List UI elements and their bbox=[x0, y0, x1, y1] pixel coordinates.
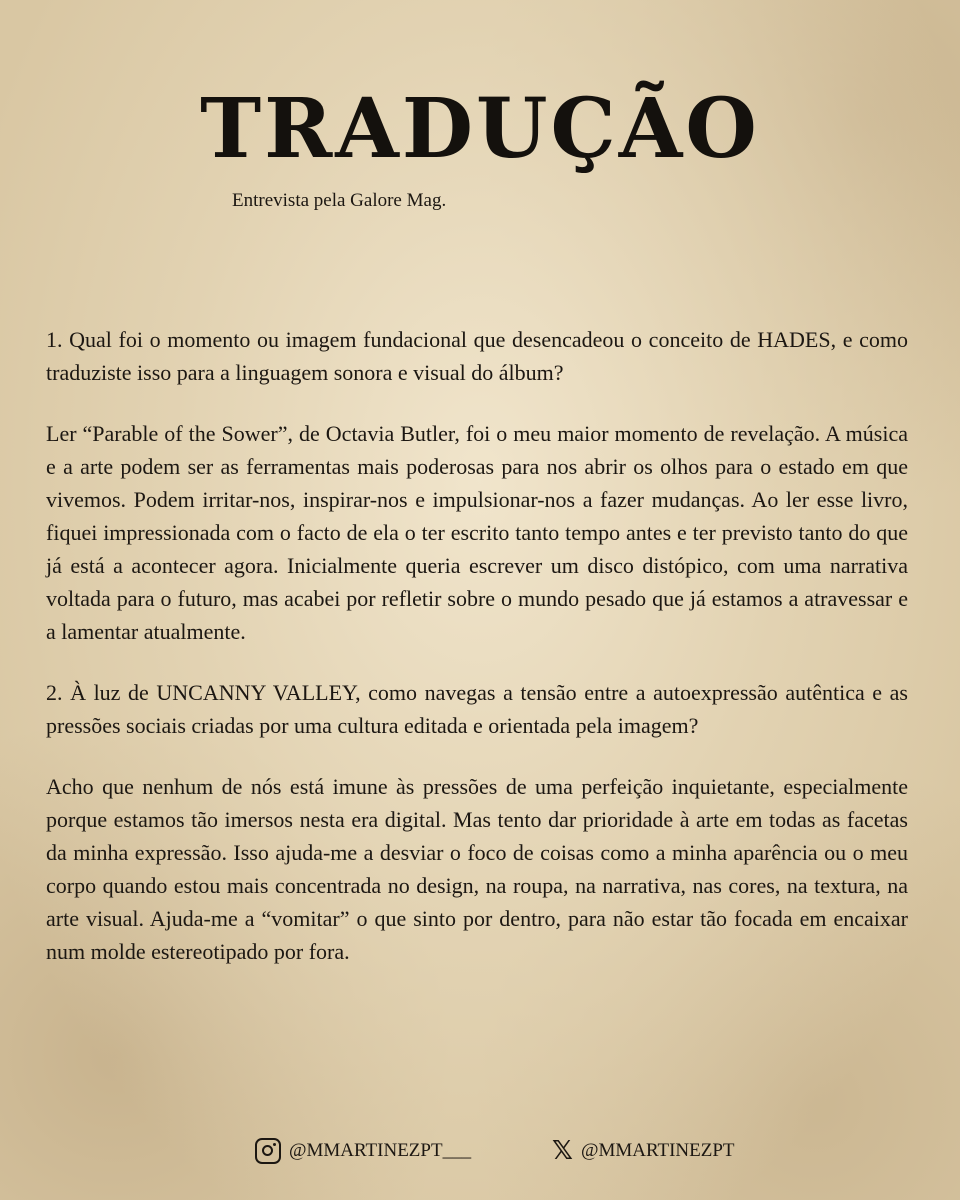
instagram-handle-link[interactable] bbox=[255, 1138, 471, 1164]
answer-1: Ler “Parable of the Sower”, de Octavia Butler, foi o meu maior momento de revelação. A música e a arte podem ser as ferramentas mais poderosas para nos abrir os olhos para o estado em que vivemos. Podem irritar-nos, inspirar-nos e impulsionar-nos a fazer mudanças. Ao ler esse livro, fiquei impressionada com o facto de ela o ter escrito tanto tempo antes e ter previsto tanto do que já está a acontecer agora. Inicialmente queria escrever um disco distópico, com uma narrativa voltada para o futuro, mas acabei por refletir sobre o mundo pesado que já estamos a atravessar e a lamentar atualmente. bbox=[46, 421, 908, 644]
x-logo-icon: 𝕏 bbox=[552, 1136, 573, 1166]
instagram-handle: @MMARTINEZPT___ bbox=[289, 1140, 472, 1161]
instagram-icon bbox=[255, 1138, 281, 1164]
social-footer bbox=[0, 1138, 960, 1170]
page-subtitle: Entrevista pela Galore Mag. bbox=[232, 190, 447, 211]
answer-2: Acho que nenhum de nós está imune às pressões de uma perfeição inquietante, especialmente porque estamos tão imersos nesta era digital. Mas tento dar prioridade à arte em todas as facetas da minha expressão. Isso ajuda-me a desviar o foco de coisas como a minha aparência ou o meu corpo quando estou mais concentrada no design, na roupa, na narrativa, nas cores, na textura, na arte visual. Ajuda-me a “vomitar” o que sinto por dentro, para não estar tão focada em encaixar num molde estereotipado por fora. bbox=[46, 774, 908, 964]
page-title: TRADUÇÃO bbox=[200, 81, 760, 177]
interview-content bbox=[46, 323, 908, 968]
x-handle-link[interactable] bbox=[552, 1138, 735, 1164]
question-2: 2. À luz de UNCANNY VALLEY, como navegas a tensão entre a autoexpressão autêntica e as pressões sociais criadas por uma cultura editada e orientada pela imagem? bbox=[46, 680, 908, 738]
x-handle: @MMARTINEZPT bbox=[580, 1140, 735, 1161]
question-1: 1. Qual foi o momento ou imagem fundacional que desencadeou o conceito de HADES, e como traduziste isso para a linguagem sonora e visual do álbum? bbox=[46, 327, 908, 385]
